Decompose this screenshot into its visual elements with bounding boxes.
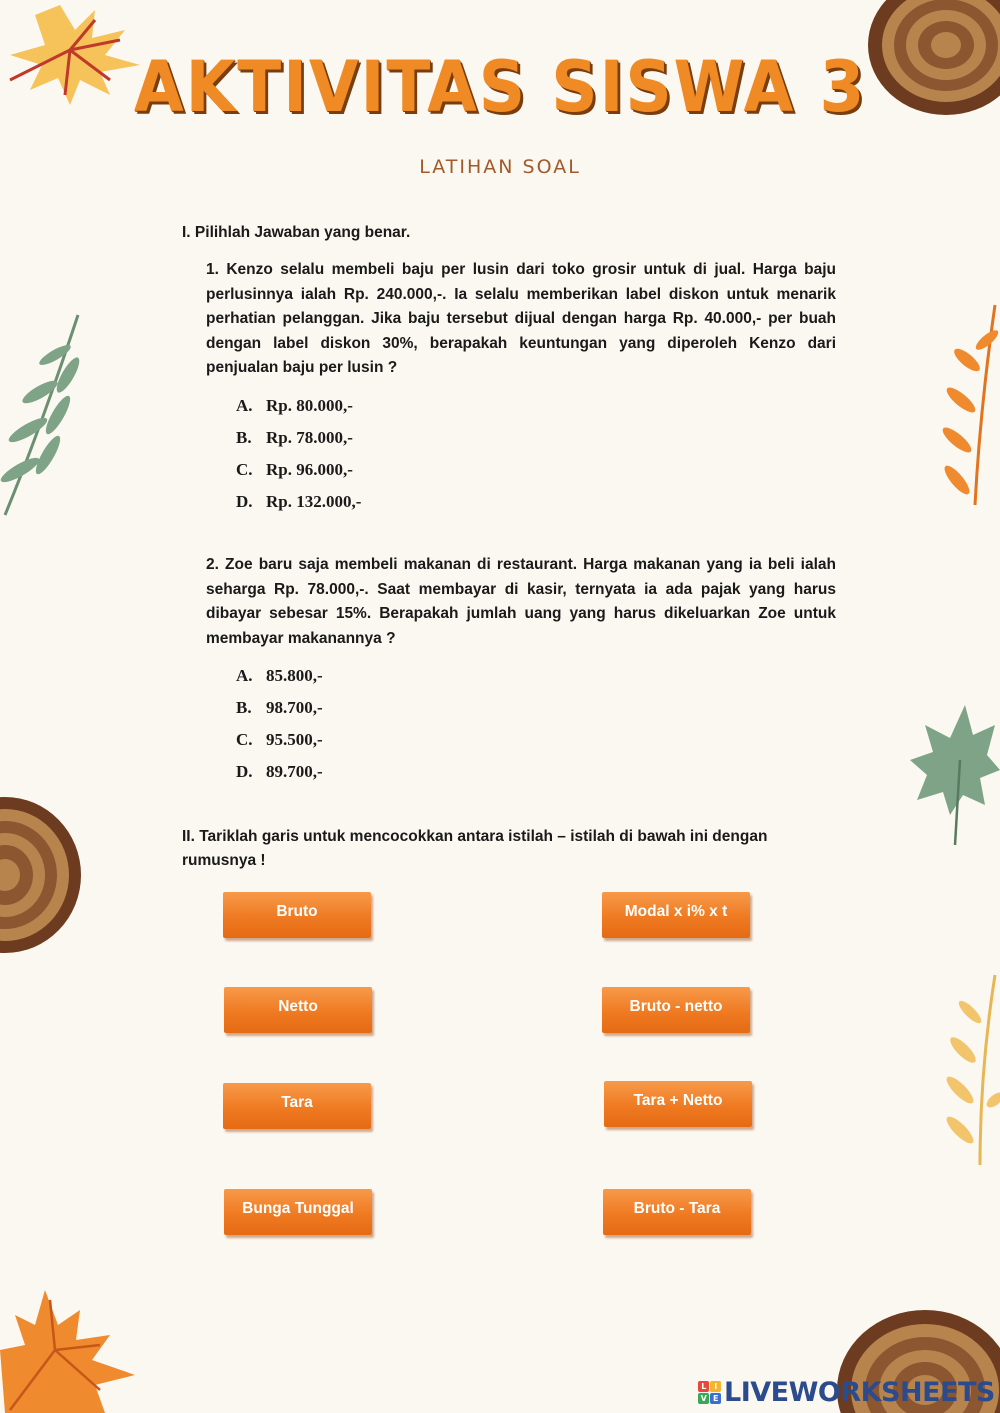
option-text: Rp. 78.000,-	[266, 428, 353, 447]
term-bruto-button[interactable]: Bruto	[223, 892, 371, 938]
option-letter: C.	[236, 460, 253, 479]
option-item[interactable]	[236, 730, 323, 762]
fern-branch-icon	[935, 970, 1000, 1170]
option-letter: A.	[236, 666, 253, 685]
logo-letter: I	[710, 1381, 721, 1392]
option-letter: B.	[236, 698, 252, 717]
option-item[interactable]	[236, 396, 361, 428]
option-item[interactable]	[236, 762, 323, 794]
logo-letter: V	[698, 1393, 709, 1404]
tree-ring-icon	[0, 795, 82, 955]
formula-bruto-minus-tara-button[interactable]: Bruto - Tara	[603, 1189, 751, 1235]
maple-leaf-icon	[0, 1290, 140, 1413]
formula-bruto-minus-netto-button[interactable]: Bruto - netto	[602, 987, 750, 1033]
question-1-options	[236, 396, 361, 524]
section-2-heading: II. Tariklah garis untuk mencocokkan antara istilah – istilah di bawah ini dengan rumusnya !	[182, 828, 768, 869]
option-item[interactable]	[236, 698, 323, 730]
option-item[interactable]	[236, 460, 361, 492]
question-2-text: 2. Zoe baru saja membeli makanan di restaurant. Harga makanan yang ia beli ialah seharga Rp. 78.000,-. Saat membayar di kasir, ternyata ia ada pajak yang harus dibayar sebesar 15%. Berapakah jumlah uang yang harus dikeluarkan Zoe untuk membayar makanannya ?	[206, 556, 836, 647]
option-text: 89.700,-	[266, 762, 323, 781]
option-text: 95.500,-	[266, 730, 323, 749]
watermark-text: LIVEWORKSHEETS	[724, 1377, 995, 1408]
fern-branch-icon	[935, 300, 1000, 510]
maple-leaf-icon	[905, 700, 1000, 850]
option-text: Rp. 96.000,-	[266, 460, 353, 479]
option-text: 85.800,-	[266, 666, 323, 685]
option-letter: A.	[236, 396, 253, 415]
option-item[interactable]	[236, 428, 361, 460]
question-1-text: 1. Kenzo selalu membeli baju per lusin dari toko grosir untuk di jual. Harga baju perlusinnya ialah Rp. 240.000,-. Ia selalu memberikan label diskon untuk menarik perhatian pelanggan. Jika baju tersebut dijual dengan harga Rp. 40.000,- per buah dengan label diskon 30%, berapakah keuntungan yang diperoleh Kenzo dari penjualan baju per lusin ?	[206, 261, 836, 376]
formula-tara-plus-netto-button[interactable]: Tara + Netto	[604, 1081, 752, 1127]
logo-letter: L	[698, 1381, 709, 1392]
option-letter: D.	[236, 762, 253, 781]
term-bunga-tunggal-button[interactable]: Bunga Tunggal	[224, 1189, 372, 1235]
question-2-options	[236, 666, 323, 794]
option-text: Rp. 80.000,-	[266, 396, 353, 415]
page-title: AKTIVITAS SISWA 3	[133, 46, 867, 128]
page-subtitle: LATIHAN SOAL	[419, 156, 581, 178]
option-text: 98.700,-	[266, 698, 323, 717]
liveworksheets-watermark[interactable]	[698, 1377, 995, 1408]
term-netto-button[interactable]: Netto	[224, 987, 372, 1033]
option-letter: D.	[236, 492, 253, 511]
fern-branch-icon	[0, 310, 90, 520]
option-item[interactable]	[236, 666, 323, 698]
section-1-heading: I. Pilihlah Jawaban yang benar.	[182, 224, 411, 241]
term-tara-button[interactable]: Tara	[223, 1083, 371, 1129]
option-text: Rp. 132.000,-	[266, 492, 362, 511]
option-letter: C.	[236, 730, 253, 749]
formula-bunga-button[interactable]: Modal x i% x t	[602, 892, 750, 938]
logo-letter: E	[710, 1393, 721, 1404]
option-item[interactable]	[236, 492, 361, 524]
option-letter: B.	[236, 428, 252, 447]
liveworksheets-logo-icon	[698, 1381, 721, 1404]
